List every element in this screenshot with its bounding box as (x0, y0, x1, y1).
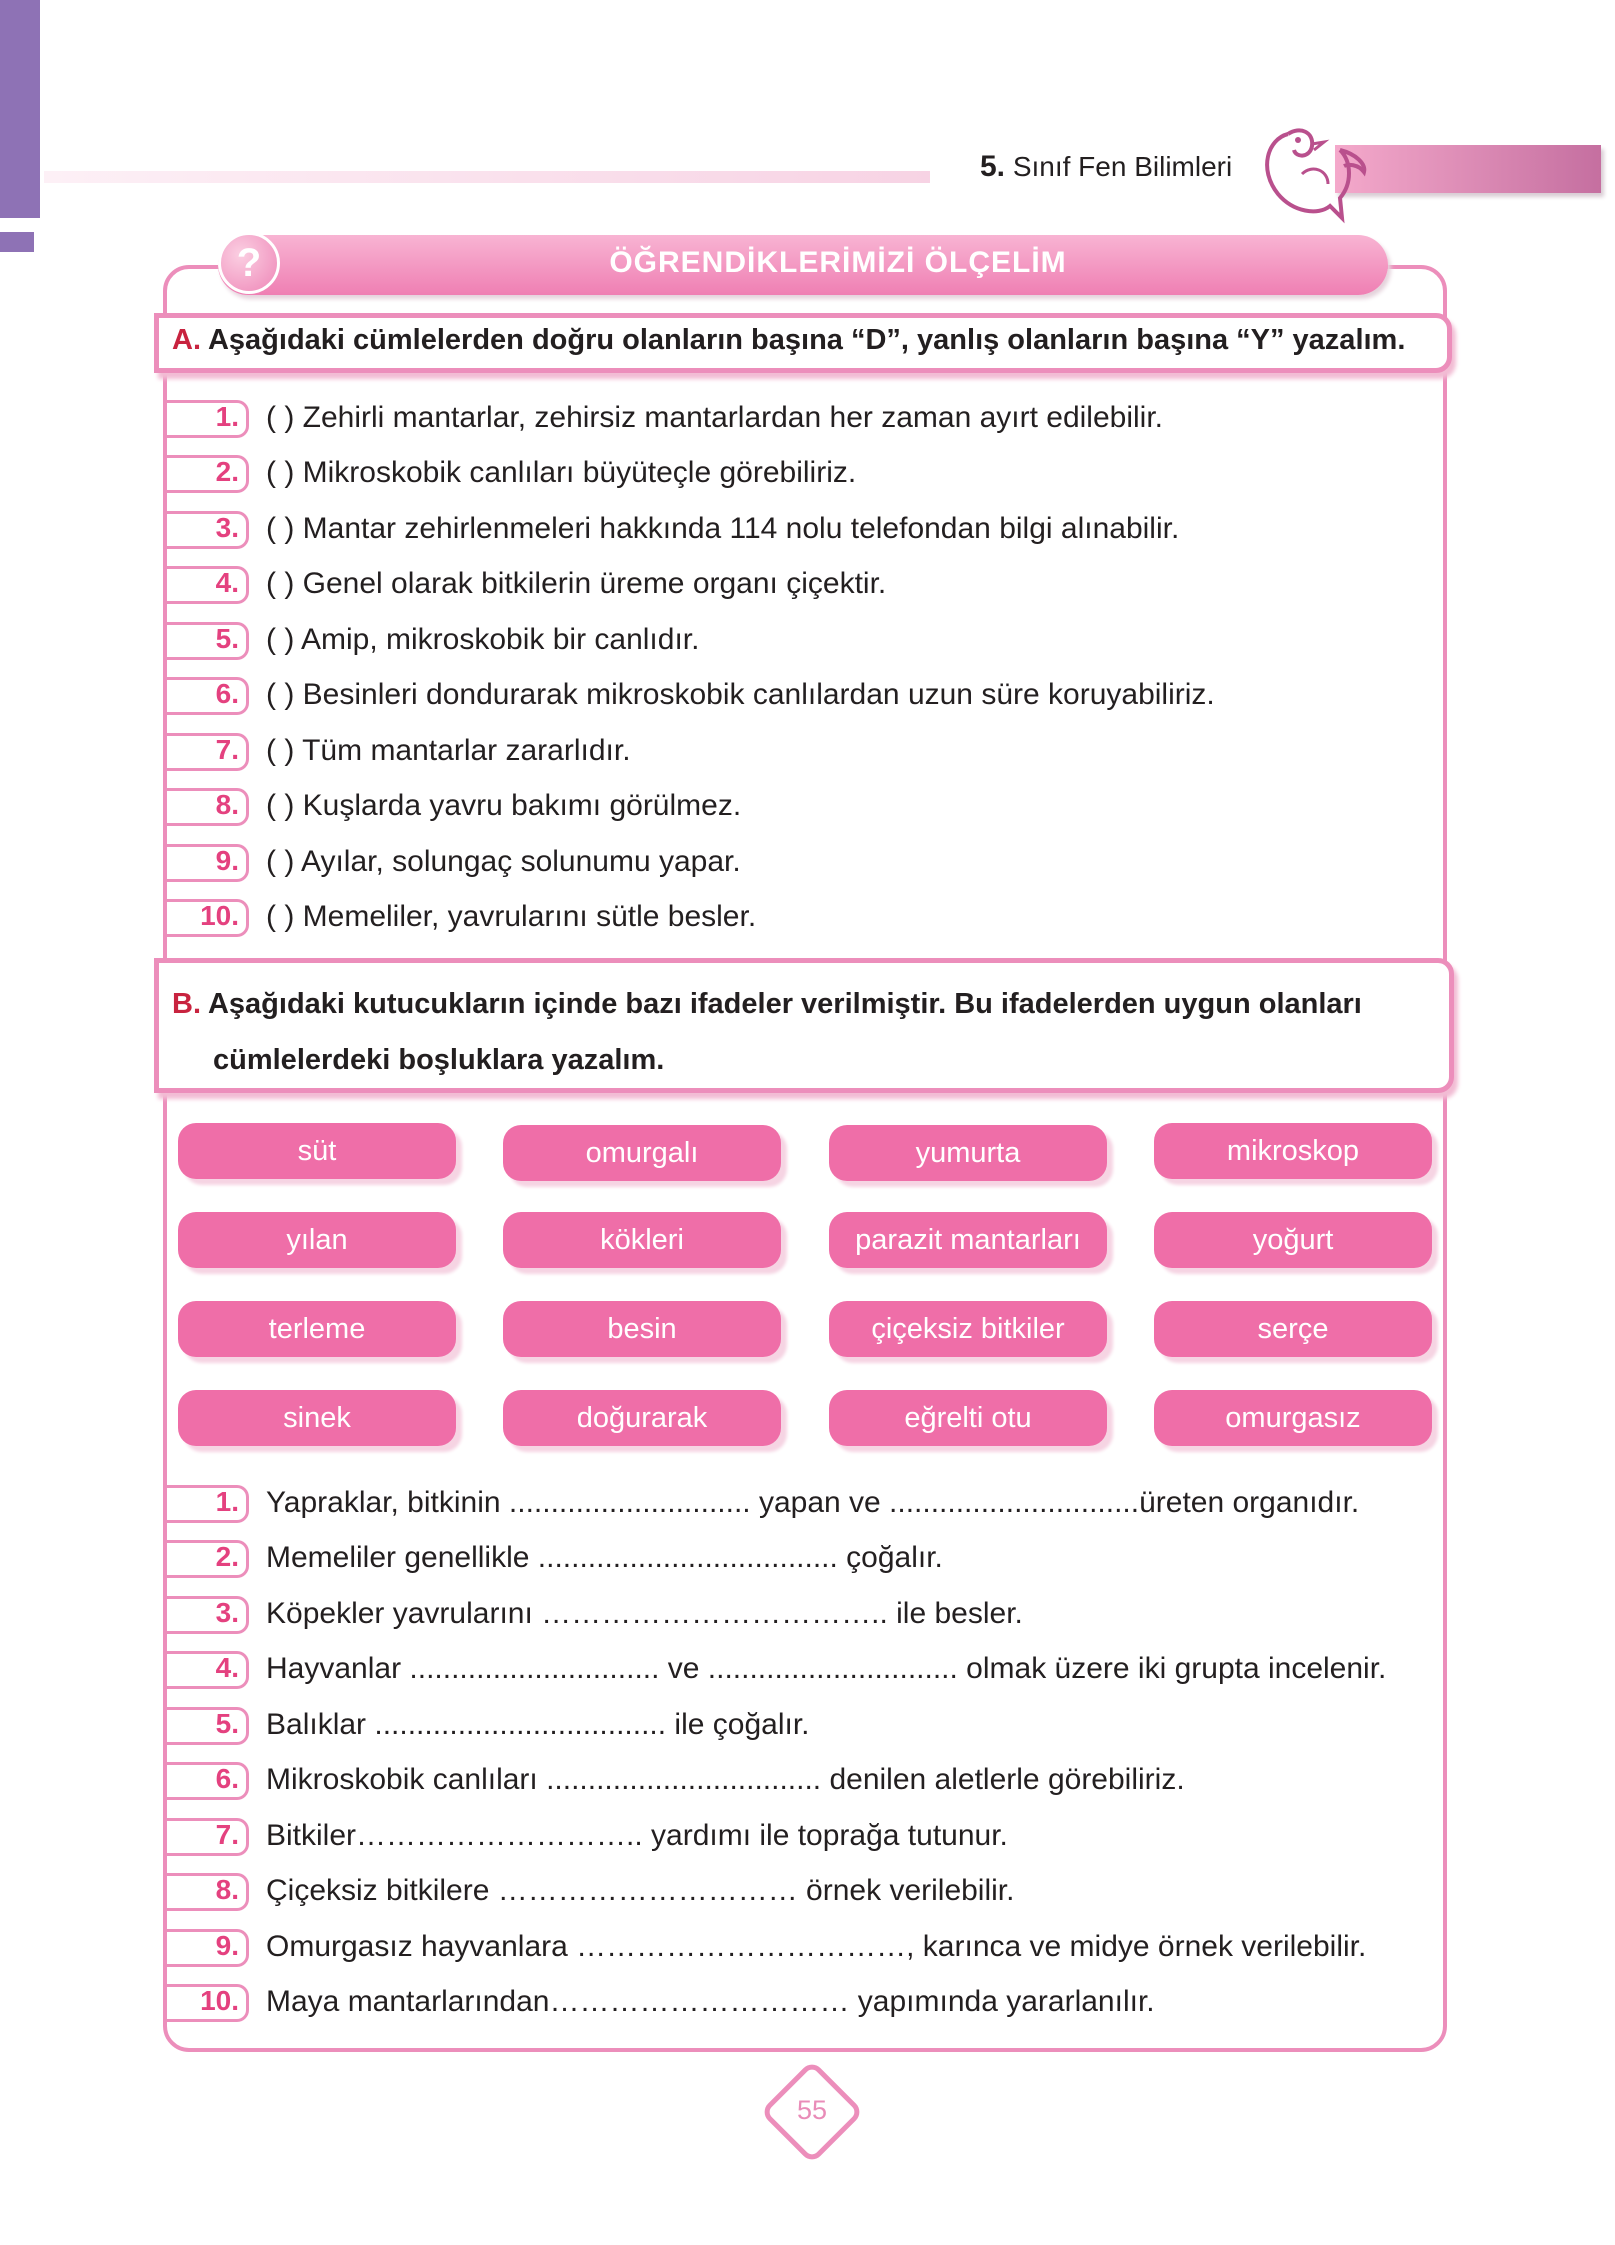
item-number: 9. (215, 1930, 239, 1961)
word-pill: kökleri (503, 1212, 781, 1268)
item-text: ( ) Memeliler, yavrularını sütle besler. (266, 900, 757, 933)
item-number: 2. (215, 1541, 239, 1572)
item-text: Köpekler yavrularını …………………………….. ile besler. (266, 1597, 1023, 1630)
item-text: Maya mantarlarından………………………… yapımında yararlanılır. (266, 1985, 1155, 2018)
section-a-instruction-text: Aşağıdaki cümlelerden doğru olanların başına “D”, yanlış olanların başına “Y” yazalım. (207, 324, 1406, 356)
item-text: Yapraklar, bitkinin ............................. yapan ve ..............................üreten organıdır. (266, 1486, 1360, 1519)
item-number: 8. (215, 1874, 239, 1905)
word-pill: süt (178, 1123, 456, 1179)
item-number: 1. (215, 401, 239, 432)
item-number: 4. (215, 1652, 239, 1683)
word-pill: çiçeksiz bitkiler (829, 1301, 1107, 1357)
item-number: 3. (215, 1597, 239, 1628)
section-b-instruction-line2: cümlelerdeki boşluklara yazalım. (213, 1044, 665, 1076)
item-number: 3. (215, 512, 239, 543)
section-b-letter: B. (172, 988, 201, 1020)
banner-title: ÖĞRENDİKLERİMİZİ ÖLÇELİM (609, 246, 1067, 279)
item-number: 10. (200, 900, 239, 931)
item-number: 2. (215, 456, 239, 487)
item-number: 9. (215, 845, 239, 876)
item-text: ( ) Amip, mikroskobik bir canlıdır. (266, 623, 700, 656)
page-edge-bar (0, 0, 40, 218)
word-pill: omurgalı (503, 1125, 781, 1181)
item-text: ( ) Zehirli mantarlar, zehirsiz mantarlardan her zaman ayırt edilebilir. (266, 401, 1163, 434)
word-pill: sinek (178, 1390, 456, 1446)
item-text: Çiçeksiz bitkilere ………………………… örnek verilebilir. (266, 1874, 1015, 1907)
item-text: ( ) Besinleri dondurarak mikroskobik canlılardan uzun süre koruyabiliriz. (266, 678, 1215, 711)
item-number: 4. (215, 567, 239, 598)
item-number: 1. (215, 1486, 239, 1517)
item-text: Mikroskobik canlıları ................................. denilen aletlerle görebiliriz. (266, 1763, 1185, 1796)
word-pill: terleme (178, 1301, 456, 1357)
section-b-instruction-line1 (172, 988, 1362, 1021)
header-rule (44, 171, 930, 183)
header-band (1335, 145, 1601, 193)
item-text: Memeliler genellikle .................................... çoğalır. (266, 1541, 943, 1574)
item-text: Hayvanlar .............................. ve .............................. olmak üzere iki grupta incelenir. (266, 1652, 1387, 1685)
item-text: ( ) Mikroskobik canlıları büyüteçle görebiliriz. (266, 456, 857, 489)
item-number: 6. (215, 678, 239, 709)
item-number: 6. (215, 1763, 239, 1794)
item-text: ( ) Tüm mantarlar zararlıdır. (266, 734, 631, 767)
word-pill: serçe (1154, 1301, 1432, 1357)
bird-logo-icon (1248, 114, 1368, 224)
item-number: 5. (215, 623, 239, 654)
item-text: ( ) Kuşlarda yavru bakımı görülmez. (266, 789, 742, 822)
item-number: 7. (215, 1819, 239, 1850)
word-pill: yoğurt (1154, 1212, 1432, 1268)
header-subject: Sınıf Fen Bilimleri (1012, 151, 1233, 182)
word-pill: mikroskop (1154, 1123, 1432, 1179)
item-number: 5. (215, 1708, 239, 1739)
item-number: 8. (215, 789, 239, 820)
item-number: 10. (200, 1985, 239, 2016)
word-pill: parazit mantarları (829, 1212, 1107, 1268)
item-text: Omurgasız hayvanlara ……………………………, karınca ve midye örnek verilebilir. (266, 1930, 1367, 1963)
item-number: 7. (215, 734, 239, 765)
section-a-letter: A. (172, 324, 201, 356)
word-pill: besin (503, 1301, 781, 1357)
page-edge-mark (0, 232, 34, 252)
word-pill: omurgasız (1154, 1390, 1432, 1446)
word-pill: yılan (178, 1212, 456, 1268)
word-pill: doğurarak (503, 1390, 781, 1446)
item-text: Balıklar ................................... ile çoğalır. (266, 1708, 810, 1741)
item-text: ( ) Mantar zehirlenmeleri hakkında 114 nolu telefondan bilgi alınabilir. (266, 512, 1180, 545)
page-number: 55 (796, 2095, 828, 2125)
question-mark-icon: ? (218, 232, 280, 294)
item-text: ( ) Ayılar, solungaç solunumu yapar. (266, 845, 741, 878)
section-a-instruction (172, 324, 1405, 357)
item-text: Bitkiler……………………….. yardımı ile toprağa tutunur. (266, 1819, 1008, 1852)
item-text: ( ) Genel olarak bitkilerin üreme organı çiçektir. (266, 567, 887, 600)
word-pill: yumurta (829, 1125, 1107, 1181)
word-pill: eğrelti otu (829, 1390, 1107, 1446)
section-b-instruction-text: Aşağıdaki kutucukların içinde bazı ifadeler verilmiştir. Bu ifadelerden uygun olanları (207, 988, 1362, 1020)
header-title (980, 150, 1232, 184)
header-grade: 5. (980, 150, 1006, 183)
